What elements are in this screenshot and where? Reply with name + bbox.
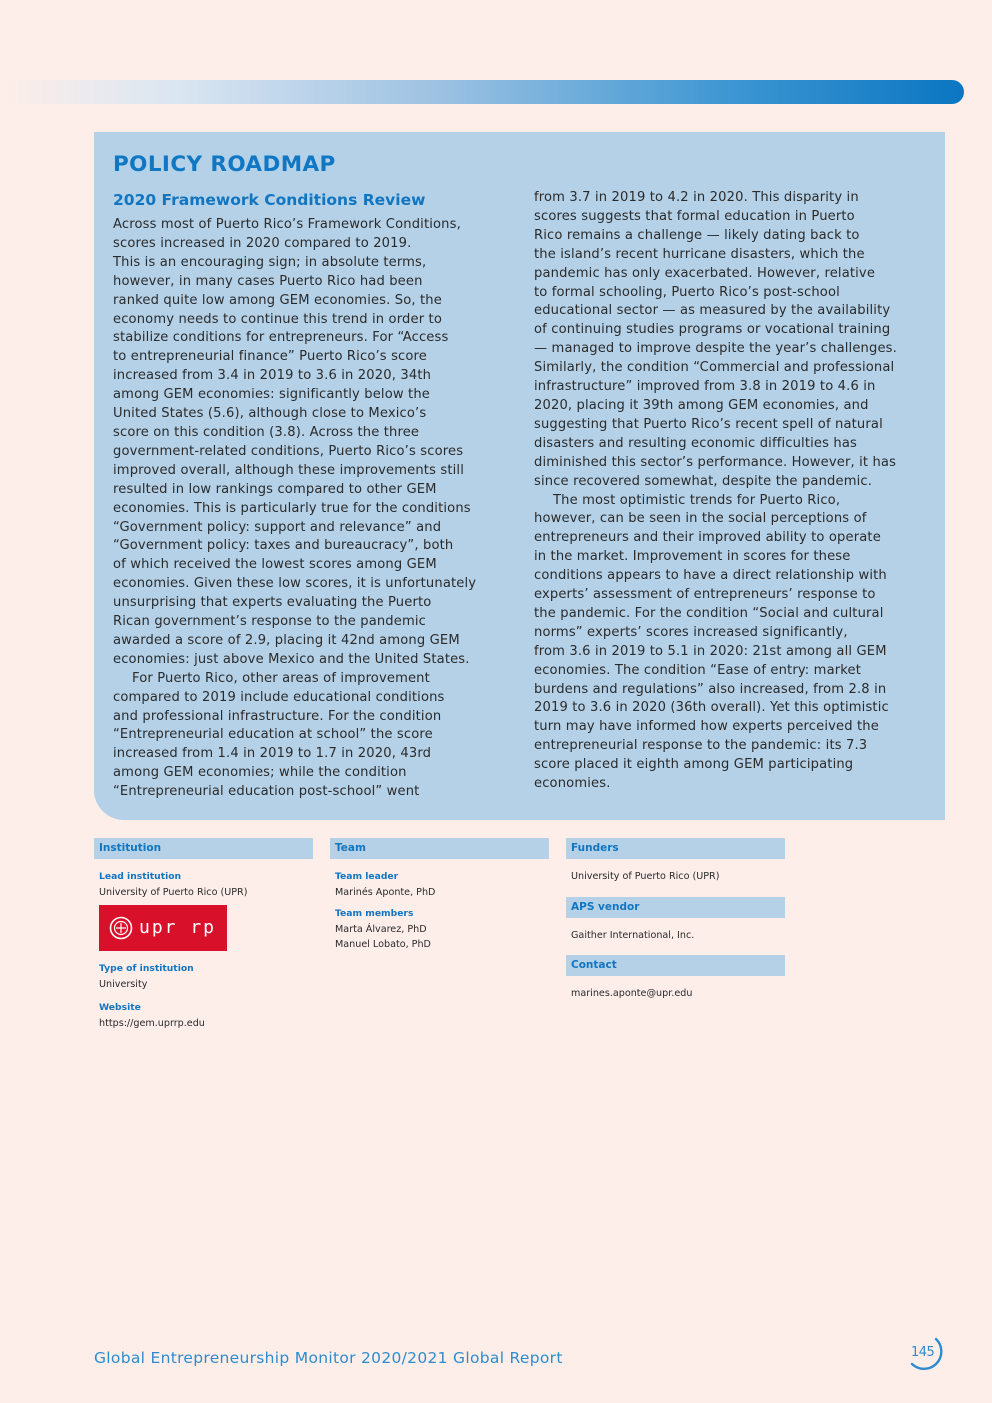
team-leader-label: Team leader — [335, 871, 399, 882]
funders-heading: Funders — [566, 838, 785, 859]
paragraph: The most optimistic trends for Puerto Rico, however, can be seen in the social perceptions of entrepreneurs and their improved ability to operate in the market. Improvement in scores for these conditions appears to have a direct relationship with experts’ assessment of entrepreneurs’ response to the pandemic. For the condition “Social and cultural norms” experts’ scores increased significantly, from 3.6 in 2019 to 5.1 in 2020: 21st among all GEM economies. The condition “Ease of entry: market burdens and regulations” also increased, from 2.8 in 2019 to 3.6 in 2020 (36th overall). Yet this optimistic turn may have informed how experts perceived the entrepreneurial response to the pandemic: its 7.3 score placed it eighth among GEM participating economies. — [534, 492, 889, 792]
team-heading: Team — [330, 838, 549, 859]
section-title: POLICY ROADMAP — [113, 152, 336, 177]
contact-heading: Contact — [566, 955, 785, 976]
paragraph: from 3.7 in 2019 to 4.2 in 2020. This disparity in scores suggests that formal education in Puerto Rico remains a challenge — likely dating back to the island’s recent hurricane disasters, which the pandemic has only exacerbated. However, relative to formal schooling, Puerto Rico’s post-school educational sector — as measured by the availability of continuing studies programs or vocational training — managed to improve despite the year’s challenges. Similarly, the condition “Commercial and professional infrastructure” improved from 3.8 in 2019 to 4.6 in 2020, placing it 39th among GEM economies, and suggesting that Puerto Rico’s recent spell of natural disasters and resulting economic difficulties has diminished this sector’s performance. However, it has since recovered somewhat, despite the pandemic. — [534, 190, 897, 489]
team-leader-value: Marinés Aponte, PhD — [335, 886, 436, 898]
website-link[interactable]: https://gem.uprrp.edu — [99, 1017, 205, 1029]
institution-heading: Institution — [94, 838, 313, 859]
page-number: 145 — [911, 1345, 935, 1360]
page-number-badge — [906, 1336, 948, 1374]
website-label: Website — [99, 1002, 141, 1013]
paragraph: Across most of Puerto Rico’s Framework Conditions, scores increased in 2020 compared to 2019. This is an encouraging sign; in absolute terms, however, in many cases Puerto Rico had been ranked quite low among GEM economies. So, the economy needs to continue this trend in order to stabilize conditions for entrepreneurs. For “Access to entrepreneurial finance” Puerto Rico’s score increased from 3.4 in 2019 to 3.6 in 2020, 34th among GEM economies: significantly below the United States (5.6), although close to Mexico’s score on this condition (3.8). Across the three government-related conditions, Puerto Rico’s scores improved overall, although these improvements still resulted in low rankings compared to other GEM economies. This is particularly true for the conditions “Government policy: support and relevance” and “Government policy: taxes and bureaucracy”, both of which received the lowest scores among GEM economies. Given these low scores, it is unfortunately unsurprising that experts evaluating the Puerto Rican government’s response to the pandemic awarded a score of 2.9, placing it 42nd among GEM economies: just above Mexico and the United States. — [113, 217, 477, 667]
team-member: Manuel Lobato, PhD — [335, 939, 431, 950]
footer-report-title: Global Entrepreneurship Monitor 2020/2021 Global Report — [94, 1349, 563, 1367]
team-box — [330, 838, 549, 953]
funders-box — [566, 838, 785, 1002]
funders-value: University of Puerto Rico (UPR) — [571, 871, 720, 882]
uprrp-logo — [99, 905, 227, 951]
aps-vendor-heading: APS vendor — [566, 897, 785, 918]
logo-wordmark: upr rp — [139, 917, 217, 939]
institution-type-value: University — [99, 978, 148, 990]
contact-email[interactable]: marines.aponte@upr.edu — [571, 988, 693, 999]
text-column-left — [113, 190, 506, 802]
lead-institution-label: Lead institution — [99, 871, 182, 882]
institution-box — [94, 838, 313, 1031]
team-members-label: Team members — [335, 908, 414, 919]
policy-roadmap-panel — [94, 132, 945, 820]
paragraph: For Puerto Rico, other areas of improvement compared to 2019 include educational conditions and professional infrastructure. For the condition “Entrepreneurial education at school” the score increased from 1.4 in 2019 to 1.7 in 2020, 43rd among GEM economies; while the condition “Entrepreneurial education post-school” went — [113, 670, 445, 800]
text-column-right — [534, 189, 929, 794]
section-subtitle: 2020 Framework Conditions Review — [113, 191, 426, 209]
team-member: Marta Álvarez, PhD — [335, 923, 427, 935]
header-gradient-bar — [0, 80, 964, 104]
institution-type-label: Type of institution — [99, 963, 194, 974]
lead-institution-value: University of Puerto Rico (UPR) — [99, 886, 248, 898]
seal-icon — [109, 916, 133, 940]
aps-vendor-value: Gaither International, Inc. — [571, 929, 695, 941]
